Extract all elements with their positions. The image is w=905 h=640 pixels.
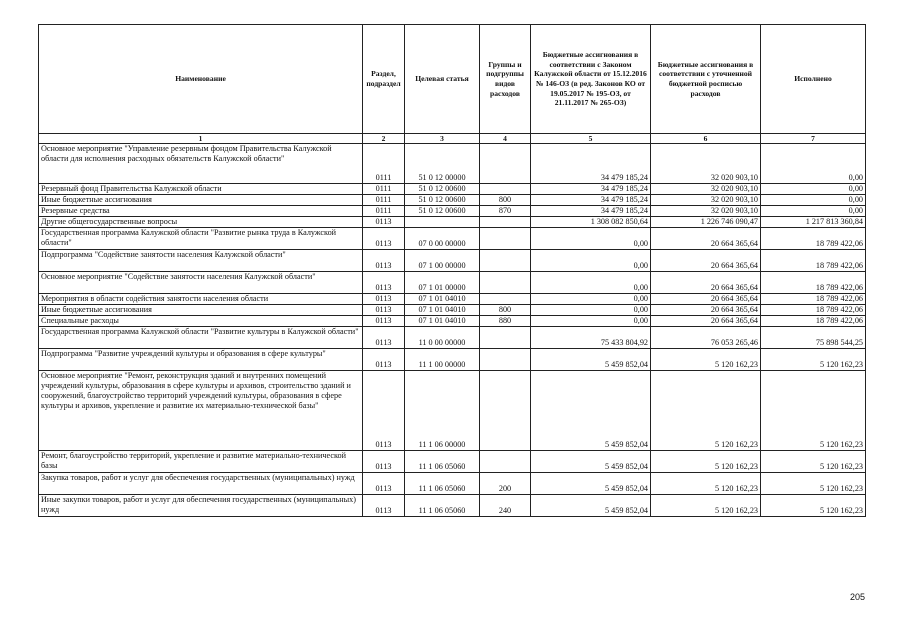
cell-refined: 32 020 903,10 xyxy=(651,206,761,217)
cell-group xyxy=(480,250,531,272)
cell-target xyxy=(405,217,480,228)
cell-group: 880 xyxy=(480,316,531,327)
cell-name: Основное мероприятие "Ремонт, реконструкция зданий и внутренних помещений учреждений культуры, образования в сфере культуры и архивов, строительство зданий и сооружений, благоустройство территорий учреждений культуры, образования в сфере культуры и архивов, укрепление и развитие их материально-технической базы" xyxy=(39,371,363,451)
cell-section: 0113 xyxy=(363,228,405,250)
cell-name: Закупка товаров, работ и услуг для обеспечения государственных (муниципальных) нужд xyxy=(39,473,363,495)
cell-name: Ремонт, благоустройство территорий, укрепление и развитие материально-технической базы xyxy=(39,451,363,473)
cell-executed: 18 789 422,06 xyxy=(761,250,866,272)
header-law: Бюджетные ассигнования в соответствии с Законом Калужской области от 15.12.2016 № 146-ОЗ (в ред. Законов КО от 19.05.2017 № 195-ОЗ, от 21.11.2017 № 265-ОЗ) xyxy=(531,25,651,134)
cell-executed: 5 120 162,23 xyxy=(761,473,866,495)
cell-name: Резервный фонд Правительства Калужской области xyxy=(39,184,363,195)
cell-law: 5 459 852,04 xyxy=(531,495,651,517)
cell-target: 51 0 12 00600 xyxy=(405,195,480,206)
cell-executed: 1 217 813 360,84 xyxy=(761,217,866,228)
column-number: 4 xyxy=(480,134,531,144)
cell-group xyxy=(480,371,531,451)
cell-executed: 18 789 422,06 xyxy=(761,305,866,316)
header-row xyxy=(39,25,866,134)
cell-group: 870 xyxy=(480,206,531,217)
cell-refined: 20 664 365,64 xyxy=(651,228,761,250)
cell-refined: 76 053 265,46 xyxy=(651,327,761,349)
cell-group xyxy=(480,294,531,305)
cell-target: 07 0 00 00000 xyxy=(405,228,480,250)
cell-section: 0113 xyxy=(363,451,405,473)
cell-section: 0113 xyxy=(363,294,405,305)
cell-name: Резервные средства xyxy=(39,206,363,217)
cell-executed: 18 789 422,06 xyxy=(761,228,866,250)
cell-executed: 18 789 422,06 xyxy=(761,316,866,327)
cell-law: 5 459 852,04 xyxy=(531,473,651,495)
cell-target: 07 1 01 04010 xyxy=(405,316,480,327)
cell-name: Другие общегосударственные вопросы xyxy=(39,217,363,228)
column-number: 2 xyxy=(363,134,405,144)
cell-law: 0,00 xyxy=(531,228,651,250)
cell-target: 11 1 06 05060 xyxy=(405,451,480,473)
cell-group xyxy=(480,184,531,195)
table-row xyxy=(39,294,866,305)
table-row xyxy=(39,327,866,349)
column-number: 5 xyxy=(531,134,651,144)
cell-name: Мероприятия в области содействия занятости населения области xyxy=(39,294,363,305)
cell-group xyxy=(480,451,531,473)
cell-executed: 5 120 162,23 xyxy=(761,371,866,451)
cell-target: 11 1 06 05060 xyxy=(405,473,480,495)
cell-refined: 20 664 365,64 xyxy=(651,316,761,327)
cell-executed: 18 789 422,06 xyxy=(761,272,866,294)
cell-target: 11 0 00 00000 xyxy=(405,327,480,349)
table-body xyxy=(39,144,866,517)
cell-section: 0113 xyxy=(363,316,405,327)
cell-target: 11 1 06 00000 xyxy=(405,371,480,451)
cell-name: Государственная программа Калужской области "Развитие культуры в Калужской области" xyxy=(39,327,363,349)
table-row xyxy=(39,206,866,217)
cell-section: 0111 xyxy=(363,184,405,195)
cell-name: Подпрограмма "Содействие занятости населения Калужской области" xyxy=(39,250,363,272)
cell-target: 11 1 00 00000 xyxy=(405,349,480,371)
column-number: 1 xyxy=(39,134,363,144)
cell-refined: 32 020 903,10 xyxy=(651,144,761,184)
cell-refined: 5 120 162,23 xyxy=(651,473,761,495)
cell-law: 75 433 804,92 xyxy=(531,327,651,349)
cell-law: 0,00 xyxy=(531,294,651,305)
cell-target: 11 1 06 05060 xyxy=(405,495,480,517)
cell-refined: 5 120 162,23 xyxy=(651,451,761,473)
cell-refined: 20 664 365,64 xyxy=(651,250,761,272)
cell-refined: 5 120 162,23 xyxy=(651,349,761,371)
cell-law: 5 459 852,04 xyxy=(531,349,651,371)
cell-refined: 20 664 365,64 xyxy=(651,305,761,316)
cell-group: 800 xyxy=(480,305,531,316)
cell-executed: 5 120 162,23 xyxy=(761,495,866,517)
cell-law: 34 479 185,24 xyxy=(531,144,651,184)
cell-law: 1 308 082 850,64 xyxy=(531,217,651,228)
cell-name: Основное мероприятие "Управление резервным фондом Правительства Калужской области для исполнения расходных обязательств Калужской области" xyxy=(39,144,363,184)
cell-law: 34 479 185,24 xyxy=(531,206,651,217)
cell-refined: 1 226 746 090,47 xyxy=(651,217,761,228)
cell-law: 34 479 185,24 xyxy=(531,184,651,195)
cell-law: 5 459 852,04 xyxy=(531,371,651,451)
budget-table-sheet xyxy=(38,24,865,517)
column-number-row xyxy=(39,134,866,144)
cell-law: 0,00 xyxy=(531,316,651,327)
cell-group: 240 xyxy=(480,495,531,517)
cell-section: 0113 xyxy=(363,371,405,451)
cell-law: 34 479 185,24 xyxy=(531,195,651,206)
table-row xyxy=(39,217,866,228)
cell-section: 0113 xyxy=(363,349,405,371)
cell-refined: 5 120 162,23 xyxy=(651,495,761,517)
table-row xyxy=(39,195,866,206)
budget-table xyxy=(38,24,866,517)
cell-name: Специальные расходы xyxy=(39,316,363,327)
cell-executed: 0,00 xyxy=(761,144,866,184)
header-executed: Исполнено xyxy=(761,25,866,134)
column-number: 7 xyxy=(761,134,866,144)
cell-executed: 5 120 162,23 xyxy=(761,349,866,371)
header-refined: Бюджетные ассигнования в соответствии с уточненной бюджетной росписью расходов xyxy=(651,25,761,134)
table-row xyxy=(39,495,866,517)
cell-group xyxy=(480,327,531,349)
table-row xyxy=(39,250,866,272)
cell-law: 0,00 xyxy=(531,250,651,272)
cell-name: Иные бюджетные ассигнования xyxy=(39,305,363,316)
table-row xyxy=(39,349,866,371)
cell-refined: 32 020 903,10 xyxy=(651,195,761,206)
cell-target: 51 0 12 00600 xyxy=(405,184,480,195)
cell-target: 07 1 00 00000 xyxy=(405,250,480,272)
cell-executed: 0,00 xyxy=(761,195,866,206)
cell-section: 0113 xyxy=(363,250,405,272)
table-row xyxy=(39,305,866,316)
cell-target: 07 1 01 04010 xyxy=(405,305,480,316)
cell-refined: 20 664 365,64 xyxy=(651,294,761,305)
cell-target: 51 0 12 00600 xyxy=(405,206,480,217)
cell-name: Государственная программа Калужской области "Развитие рынка труда в Калужской области" xyxy=(39,228,363,250)
page-number: 205 xyxy=(849,592,865,602)
cell-group: 800 xyxy=(480,195,531,206)
cell-executed: 5 120 162,23 xyxy=(761,451,866,473)
cell-refined: 5 120 162,23 xyxy=(651,371,761,451)
cell-section: 0113 xyxy=(363,495,405,517)
cell-section: 0113 xyxy=(363,217,405,228)
table-row xyxy=(39,473,866,495)
table-row xyxy=(39,316,866,327)
cell-section: 0113 xyxy=(363,305,405,316)
column-number: 6 xyxy=(651,134,761,144)
table-row xyxy=(39,371,866,451)
cell-group xyxy=(480,217,531,228)
table-row xyxy=(39,228,866,250)
header-name: Наименование xyxy=(39,25,363,134)
cell-group xyxy=(480,349,531,371)
header-section: Раздел, подраздел xyxy=(363,25,405,134)
cell-executed: 0,00 xyxy=(761,206,866,217)
header-groups: Группы и подгруппы видов расходов xyxy=(480,25,531,134)
table-row xyxy=(39,451,866,473)
cell-group xyxy=(480,144,531,184)
cell-section: 0111 xyxy=(363,144,405,184)
cell-refined: 32 020 903,10 xyxy=(651,184,761,195)
cell-name: Основное мероприятие "Содействие занятости населения Калужской области" xyxy=(39,272,363,294)
cell-section: 0113 xyxy=(363,327,405,349)
cell-executed: 75 898 544,25 xyxy=(761,327,866,349)
cell-group: 200 xyxy=(480,473,531,495)
cell-section: 0111 xyxy=(363,195,405,206)
cell-executed: 0,00 xyxy=(761,184,866,195)
cell-section: 0113 xyxy=(363,473,405,495)
cell-law: 0,00 xyxy=(531,305,651,316)
header-target: Целевая статья xyxy=(405,25,480,134)
cell-target: 07 1 01 04010 xyxy=(405,294,480,305)
cell-target: 51 0 12 00000 xyxy=(405,144,480,184)
cell-group xyxy=(480,228,531,250)
cell-name: Иные закупки товаров, работ и услуг для обеспечения государственных (муниципальных) нужд xyxy=(39,495,363,517)
cell-name: Иные бюджетные ассигнования xyxy=(39,195,363,206)
table-row xyxy=(39,184,866,195)
cell-section: 0111 xyxy=(363,206,405,217)
cell-executed: 18 789 422,06 xyxy=(761,294,866,305)
table-row xyxy=(39,272,866,294)
cell-target: 07 1 01 00000 xyxy=(405,272,480,294)
column-number: 3 xyxy=(405,134,480,144)
cell-law: 0,00 xyxy=(531,272,651,294)
cell-law: 5 459 852,04 xyxy=(531,451,651,473)
cell-section: 0113 xyxy=(363,272,405,294)
cell-group xyxy=(480,272,531,294)
cell-refined: 20 664 365,64 xyxy=(651,272,761,294)
cell-name: Подпрограмма "Развитие учреждений культуры и образования в сфере культуры" xyxy=(39,349,363,371)
table-row xyxy=(39,144,866,184)
